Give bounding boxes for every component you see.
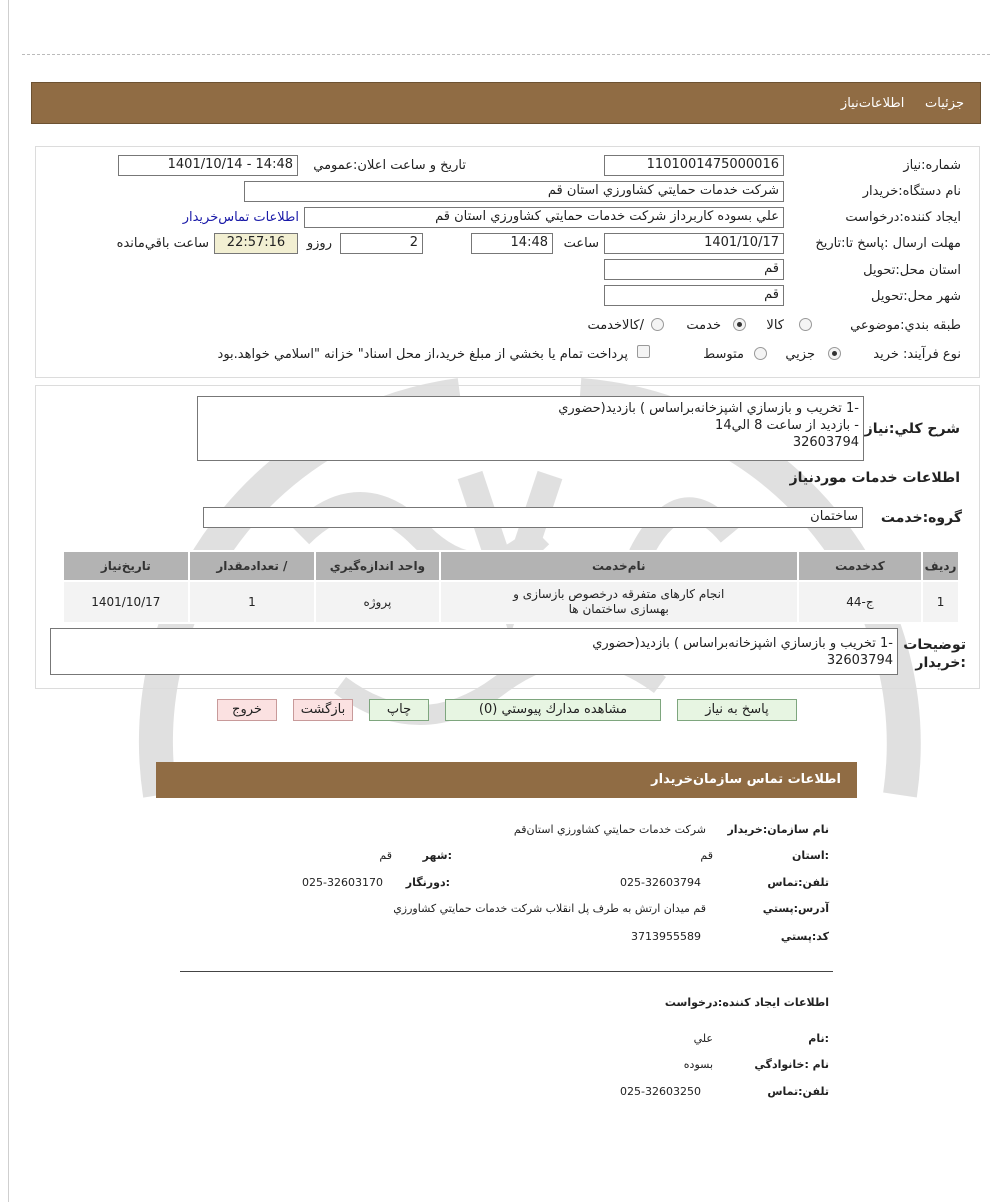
buyer-org-field[interactable]: شركت خدمات حمايتي كشاورزي استان قم (244, 181, 784, 202)
announce-datetime-field[interactable]: 1401/10/14 - 14:48 (118, 155, 298, 176)
breadcrumb-bar (31, 82, 981, 124)
col-need-date: تاريخ‌نياز (63, 551, 189, 581)
service-name-line-1: انجام كارهای متفرقه درخصوص بازسازی و (513, 587, 725, 601)
reply-button[interactable]: پاسخ به نياز (677, 699, 797, 721)
contact-province-value: قم (700, 849, 713, 862)
buyer-notes-textarea[interactable] (50, 628, 898, 675)
contact-divider (180, 971, 833, 972)
col-service-name: نام‌خدمت (440, 551, 798, 581)
col-unit: واحد اندازه‌گيري (315, 551, 440, 581)
col-quantity: / تعدادمقدار (189, 551, 315, 581)
cell-service-code: ج-44 (798, 581, 922, 623)
contact-postal-label: كد:پستي (780, 930, 829, 943)
process-minor-label: جزيي (785, 347, 815, 362)
cell-need-date: 1401/10/17 (63, 581, 189, 623)
process-minor-radio[interactable] (828, 347, 841, 360)
buyer-notes-line-1: -1 تخريب و بازسازي اشپزخانه‌براساس ) بازديد(حضوري (592, 636, 893, 651)
breadcrumb (841, 96, 964, 111)
requester-label: ايجاد كننده:درخواست (845, 210, 961, 225)
category-service-label: خدمت (686, 318, 721, 333)
category-goods-service-label: /كالاخدمت (587, 318, 644, 333)
print-button[interactable]: چاپ (369, 699, 429, 721)
top-dotted-divider (22, 54, 990, 55)
process-label: نوع فرآيند: خريد (873, 347, 961, 362)
deadline-label: مهلت ارسال :پاسخ تا:تاريخ (815, 236, 961, 251)
category-service-radio[interactable] (733, 318, 746, 331)
requester-field[interactable]: علي بسوده كاربرداز شركت خدمات حمايتي كشاورزي استان قم (304, 207, 784, 228)
description-line-2: - بازديد از ساعت 8 الي14 (715, 418, 859, 433)
services-heading: اطلاعات خدمات موردنياز (789, 470, 960, 486)
city-label: شهر محل:تحويل (871, 289, 961, 304)
view-attachments-button[interactable]: مشاهده مدارك پيوستي (0) (445, 699, 661, 721)
breadcrumb-need-info[interactable]: اطلاعات‌نياز (840, 96, 905, 111)
contact-city-label: :شهر (422, 849, 452, 862)
contact-address-value: قم ميدان ارتش به طرف پل انقلاب شركت خدمات حمايتي كشاورزي (393, 902, 706, 915)
description-line-3: 32603794 (792, 435, 859, 450)
services-table-wrap (62, 550, 960, 624)
process-medium-label: متوسط (703, 347, 744, 362)
buyer-notes-label-line-2: :خريدار (915, 655, 966, 671)
remaining-label: ساعت باقي‌مانده (116, 236, 209, 251)
cell-quantity: 1 (189, 581, 315, 623)
cell-service-name (440, 581, 798, 623)
buyer-contact-header (156, 762, 857, 798)
service-name-line-2: بهسازی ساختمان ها (568, 602, 669, 616)
creator-name-label: :نام (808, 1032, 829, 1045)
countdown-timer: 22:57:16 (214, 233, 298, 254)
contact-fax-label: :دورنگار (405, 876, 450, 889)
buyer-notes-label-line-1: توضيحات (903, 637, 966, 653)
description-textarea[interactable] (197, 396, 864, 461)
city-field[interactable]: قم (604, 285, 784, 306)
province-label: استان محل:تحويل (863, 263, 961, 278)
treasury-payment-note: پرداخت تمام يا بخشي از مبلغ خريد،از محل اسناد" خزانه "اسلامي خواهد.بود (217, 347, 628, 362)
page-left-border (8, 0, 9, 1202)
contact-phone-value: 025-32603794 (620, 876, 701, 889)
service-group-field[interactable]: ساختمان (203, 507, 863, 528)
contact-province-label: :استان (792, 849, 829, 862)
category-goods-service-radio[interactable] (651, 318, 664, 331)
description-line-1: -1 تخريب و بازسازي اشپزخانه‌براساس ) بازديد(حضوري (558, 401, 859, 416)
table-row[interactable] (63, 581, 959, 623)
service-group-label: گروه:خدمت (880, 510, 962, 526)
contact-postal-value: 3713955589 (631, 930, 701, 943)
category-goods-label: كالا (766, 318, 784, 333)
need-number-field[interactable]: 1101001475000016 (604, 155, 784, 176)
days-label: روزو (306, 236, 332, 251)
description-label: شرح كلي:نياز (864, 421, 960, 437)
creator-phone-value: 025-32603250 (620, 1085, 701, 1098)
need-number-label: شماره:نياز (903, 158, 961, 173)
announce-label: تاريخ و ساعت اعلان:عمومي (313, 158, 466, 173)
breadcrumb-details[interactable]: جزئيات (925, 96, 964, 111)
category-goods-radio[interactable] (799, 318, 812, 331)
deadline-time-field[interactable]: 14:48 (471, 233, 553, 254)
buyer-contact-title: اطلاعات تماس سازمان‌خريدار (651, 772, 841, 787)
contact-phone-label: تلفن:تماس (767, 876, 829, 889)
creator-family-label: نام :خانوادگي (754, 1058, 829, 1071)
deadline-date-field[interactable]: 1401/10/17 (604, 233, 784, 254)
process-medium-radio[interactable] (754, 347, 767, 360)
days-field[interactable]: 2 (340, 233, 423, 254)
col-index: رديف (922, 551, 959, 581)
exit-button[interactable]: خروج (217, 699, 277, 721)
contact-org-label: نام سازمان:خريدار (727, 823, 829, 836)
buyer-org-label: نام دستگاه:خريدار (862, 184, 961, 199)
cell-unit: پروژه (315, 581, 440, 623)
col-service-code: كدخدمت (798, 551, 922, 581)
province-field[interactable]: قم (604, 259, 784, 280)
creator-heading: اطلاعات ايجاد كننده:درخواست (664, 996, 829, 1009)
contact-fax-value: 025-32603170 (302, 876, 383, 889)
treasury-payment-checkbox[interactable] (637, 345, 650, 358)
buyer-contact-link[interactable]: اطلاعات تماس‌خريدار (182, 210, 299, 225)
back-button[interactable]: بازگشت (293, 699, 353, 721)
creator-phone-label: تلفن:تماس (767, 1085, 829, 1098)
buyer-notes-label (903, 636, 966, 672)
deadline-time-label: ساعت (563, 236, 599, 251)
contact-city-value: قم (379, 849, 392, 862)
cell-index: 1 (922, 581, 959, 623)
contact-org-value: شركت خدمات حمايتي كشاورزي استان‌قم (513, 823, 706, 836)
buyer-notes-line-2: 32603794 (826, 653, 893, 668)
creator-name-value: علي (693, 1032, 713, 1045)
contact-address-label: آدرس:پستي (762, 902, 829, 915)
category-label: طبقه بندي:موضوعي (850, 318, 961, 333)
services-table (62, 550, 960, 624)
table-header-row (63, 551, 959, 581)
creator-family-value: بسوده (683, 1058, 713, 1071)
